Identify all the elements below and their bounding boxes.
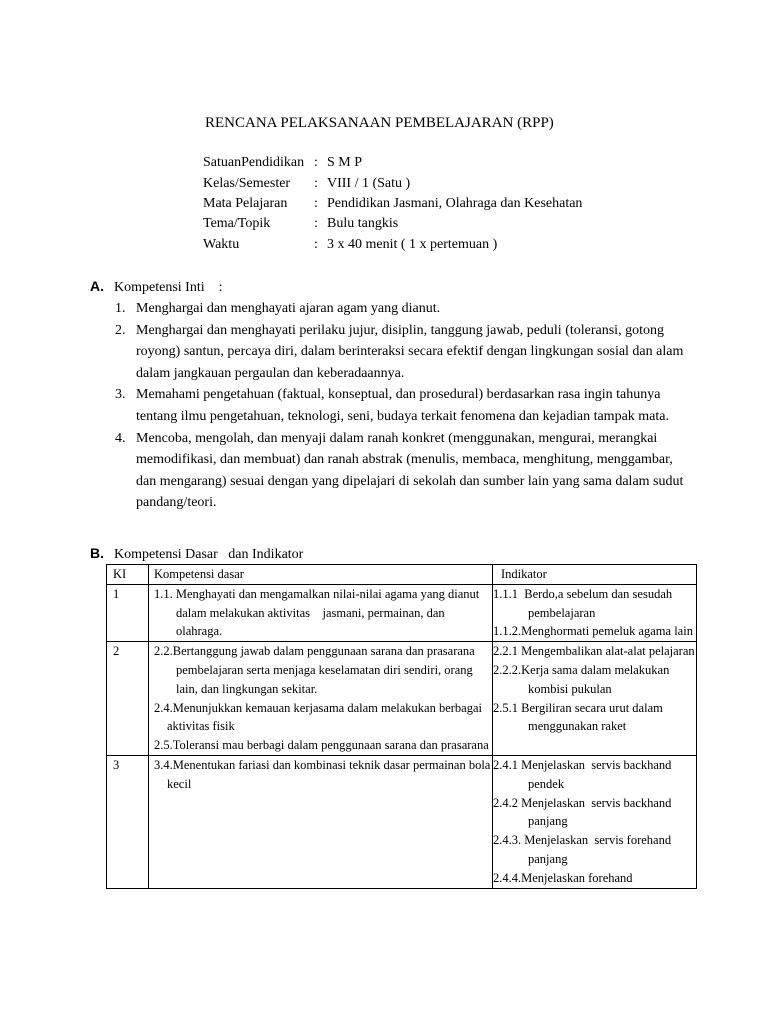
- indikator-item: 2.2.1 Mengembalikan alat-alat pelajaran: [493, 644, 695, 659]
- identity-value: VIII / 1 (Satu ): [327, 176, 411, 191]
- cell-kompetensi-dasar: [149, 755, 493, 888]
- kompetensi-inti-list: [115, 298, 685, 514]
- list-item-text: Mencoba, mengolah, dan menyaji dalam ranah konkret (menggunakan, mengurai, merangkai memodifikasi, dan membuat) dan ranah abstrak (menulis, membaca, menghitung, menggambar, dan mengarang) sesuai dengan yang dipelajari di sekolah dan sumber lain yang sama dalam sudut pandang/teori.: [136, 430, 684, 511]
- list-item: [115, 320, 685, 385]
- cell-ki: 2: [107, 642, 149, 756]
- identity-label: Waktu: [203, 237, 240, 252]
- indikator-item: 2.4.4.Menjelaskan forehand: [493, 870, 633, 885]
- list-item-text: Menghargai dan menghayati ajaran agam yang dianut.: [136, 301, 441, 316]
- identity-colon: :: [314, 155, 318, 170]
- cell-indikator: [493, 584, 697, 641]
- section-b-letter: B.: [90, 545, 104, 561]
- identity-value: S M P: [327, 155, 363, 170]
- indikator-item: 2.4.2 Menjelaskan servis backhand panjang: [493, 795, 678, 829]
- identity-value: 3 x 40 menit ( 1 x pertemuan ): [327, 237, 498, 252]
- document-title: RENCANA PELAKSANAAN PEMBELAJARAN (RPP): [205, 115, 554, 131]
- kd-item: 1.1. Menghayati dan mengamalkan nilai-nilai agama yang dianut dalam melakukan aktivitas jasmani, permainan, dan olahraga.: [154, 586, 483, 639]
- identity-colon: :: [314, 196, 318, 211]
- cell-indikator: [493, 642, 697, 756]
- list-item-number: 4.: [115, 430, 126, 446]
- indikator-item: 2.4.1 Menjelaskan servis backhand pendek: [493, 757, 678, 791]
- list-item-number: 1.: [115, 301, 126, 316]
- table-header-row: [107, 565, 697, 585]
- list-item-text: Menghargai dan menghayati perilaku jujur, disiplin, tanggung jawab, peduli (toleransi, gotong royong) santun, percaya diri, dalam berinteraksi secara efektif dengan lingkungan sosial dan alam dalam jangkauan pergaulan dan keberadaannya.: [136, 322, 684, 381]
- identity-colon: :: [314, 176, 318, 191]
- indikator-item: 1.1.1 Berdo,a sebelum dan sesudah pembelajaran: [493, 586, 676, 620]
- section-a-heading: [90, 276, 223, 296]
- cell-kompetensi-dasar: [149, 584, 493, 641]
- list-item: [115, 428, 685, 514]
- section-a-letter: A.: [90, 278, 104, 294]
- identity-label: Mata Pelajaran: [203, 196, 288, 211]
- kd-item: 2.5.Toleransi mau berbagi dalam penggunaan sarana dan prasarana: [154, 738, 489, 753]
- header-kompetensi-dasar: Kompetensi dasar: [149, 565, 493, 585]
- kd-item: 2.4.Menunjukkan kemauan kerjasama dalam melakukan berbagai aktivitas fisik: [154, 700, 483, 734]
- list-item-text: Memahami pengetahuan (faktual, konseptual, dan prosedural) berdasarkan rasa ingin tahunya tentang ilmu pengetahuan, teknologi, seni, budaya terkait fenomena dan kejadian tampak mata.: [136, 387, 669, 424]
- table-row: [107, 584, 697, 641]
- cell-ki: 1: [107, 584, 149, 641]
- identity-colon: :: [314, 237, 318, 252]
- table-row: [107, 642, 697, 756]
- indikator-item: 2.4.3. Menjelaskan servis forehand panjang: [493, 833, 675, 866]
- list-item: [115, 384, 685, 427]
- list-item: [115, 298, 685, 320]
- cell-kompetensi-dasar: [149, 642, 493, 756]
- header-indikator: Indikator: [493, 565, 697, 585]
- kd-item: 3.4.Menentukan fariasi dan kombinasi teknik dasar permainan bola kecil: [154, 757, 491, 791]
- section-b-heading: [90, 543, 303, 563]
- list-item-number: 2.: [115, 322, 126, 338]
- table-row: [107, 755, 697, 888]
- identity-value: Pendidikan Jasmani, Olahraga dan Kesehatan: [327, 196, 583, 211]
- indikator-item: 2.2.2.Kerja sama dalam melakukan kombisi pukulan: [493, 662, 670, 696]
- kd-item: 2.2.Bertanggung jawab dalam penggunaan sarana dan prasarana pembelajaran serta menjaga keselamatan diri sendiri, orang lain, dan lingkungan sekitar.: [154, 644, 475, 696]
- indikator-item: 1.1.2.Menghormati pemeluk agama lain: [493, 624, 693, 639]
- section-b-title: Kompetensi Dasar dan Indikator: [114, 547, 304, 562]
- header-ki: KI: [107, 565, 149, 585]
- identity-colon: :: [314, 216, 318, 231]
- identity-label: SatuanPendidikan: [203, 155, 305, 170]
- kompetensi-dasar-table: [106, 564, 697, 889]
- cell-ki: 3: [107, 755, 149, 888]
- identity-label: Kelas/Semester: [203, 176, 291, 191]
- identity-label: Tema/Topik: [203, 216, 271, 231]
- indikator-item: 2.5.1 Bergiliran secara urut dalam menggunakan raket: [493, 700, 663, 734]
- section-a-title: Kompetensi Inti :: [114, 280, 223, 295]
- cell-indikator: [493, 755, 697, 888]
- identity-value: Bulu tangkis: [327, 216, 399, 231]
- list-item-number: 3.: [115, 387, 126, 403]
